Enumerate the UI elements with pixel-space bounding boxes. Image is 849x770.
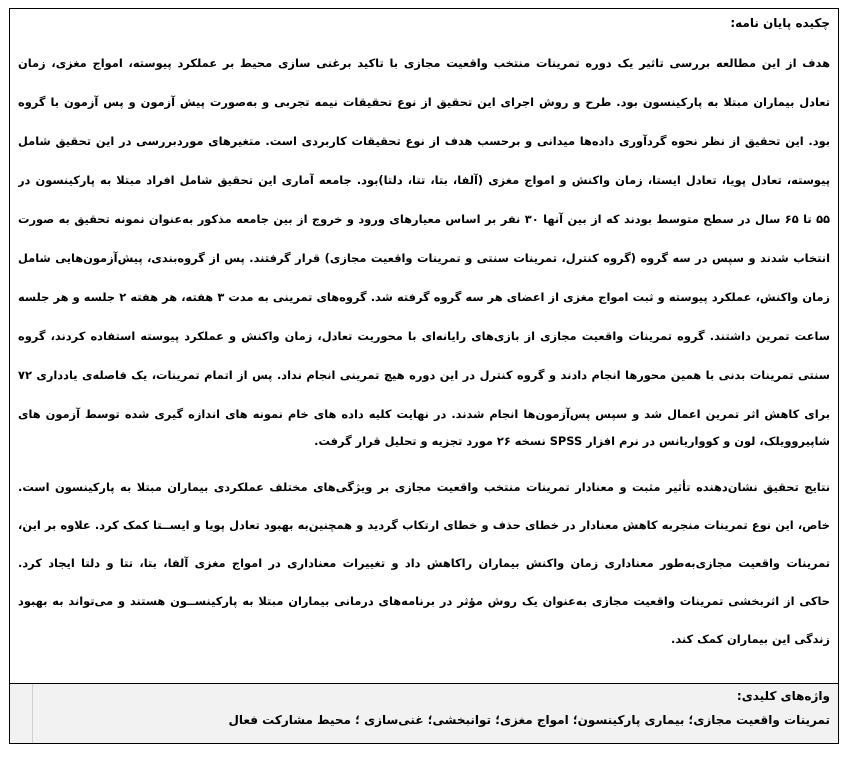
text-line: ساعت تمرین داشتند. گروه تمرینات واقعیت مجازی از بازی‌های رایانه‌ای با محوریت تعادل، زمان واکنش و عملکرد پیوسته استفاده کردند، گروه xyxy=(18,329,830,343)
abstract-paragraph-1 xyxy=(18,44,830,461)
text-line: نتایج تحقیق نشان‌دهنده تأثیر مثبت و معنادار تمرینات منتخب واقعیت مجازی بر ویژگی‌های مختلف عملکردی بیماران مبتلا به پارکینسون است. xyxy=(18,480,830,494)
text-line: انتخاب شدند و سپس در سه گروه (گروه کنترل، تمرینات سنتی و تمرینات واقعیت مجازی) قرار گرفتند. پس از گروه‌بندی، پیش‌آزمون‌هایی شامل xyxy=(18,251,830,265)
text-line: تعادل بیماران مبتلا به پارکینسون بود. طرح و روش اجرای این تحقیق از نوع تحقیقات نیمه تجربی و به‌صورت پیش آزمون و پس آزمون با گروه xyxy=(18,95,830,109)
abstract-box xyxy=(9,8,839,683)
text-line: برای کاهش اثر تمرین اعمال شد و سپس پس‌آزمون‌ها انجام شدند. در نهایت کلیه داده های خام نمونه های اندازه گیری شده توسط آزمون های xyxy=(18,407,830,421)
text-line: زمان واکنش، عملکرد پیوسته و ثبت امواج مغزی از اعضای هر سه گروه گرفته شد. گروه‌های تمرینی به مدت ۳ هفته، هر هفته ۲ جلسه و هر جلسه xyxy=(18,290,830,304)
text-line: پیوسته، تعادل پویا، تعادل ایستا، زمان واکنش و امواج مغزی (آلفا، بتا، تتا، دلتا)بود. جامعه آماری این تحقیق شامل افراد مبتلا به پارکینسون در xyxy=(18,173,830,187)
text-line: شاپیروویلک، لون و کوواریانس در نرم افزار SPSS نسخه ۲۶ مورد تجزیه و تحلیل قرار گرفت. xyxy=(314,434,830,448)
divider xyxy=(32,684,33,743)
text-line: هدف از این مطالعه بررسی تاثیر یک دوره تمرینات منتخب واقعیت مجازی با تاکید برغنی سازی محیط بر عملکرد پیوسته، امواج مغزی، زمان xyxy=(18,56,830,70)
text-line: زندگی این بیماران کمک کند. xyxy=(671,632,830,646)
text-line: ۵۵ تا ۶۵ سال در سطح متوسط بودند که از بین آنها ۳۰ نفر بر اساس معیارهای ورود و خروج از بین جامعه مذکور به‌عنوان نمونه تحقیق به صورت xyxy=(18,212,830,226)
text-line: بود. این تحقیق از نظر نحوه گردآوری داده‌ها میدانی و برحسب هدف از نوع تحقیقات کاربردی است. متغیرهای موردبررسی در این تحقیق شامل xyxy=(18,134,830,148)
text-line: خاص، این نوع تمرینات منجربه کاهش معنادار در خطای حذف و خطای ارتکاب گردید و همچنین‌به بهبود تعادل پویا و ایســتا کمک کرد. علاوه بر این، xyxy=(18,518,830,532)
abstract-title: چکیده پایان نامه: xyxy=(730,16,830,30)
keywords-title: واژه‌های کلیدی: xyxy=(736,689,830,703)
keywords-box xyxy=(9,683,839,744)
text-line: تمرینات واقعیت مجازی‌به‌طور معناداری زمان واکنش بیماران راکاهش داد و تغییرات معناداری در امواج مغزی آلفا، بتا، تتا و دلتا ایجاد کرد. xyxy=(18,556,830,570)
text-line: حاکی از اثربخشی تمرینات واقعیت مجازی به‌عنوان یک روش مؤثر در برنامه‌های درمانی بیماران مبتلا به پارکینســون هستند و می‌تواند به بهبود xyxy=(18,594,830,608)
text-line: سنتی تمرینات بدنی با همین محورها انجام دادند و گروه کنترل در این دوره هیچ تمرینی انجام نداد. پس از اتمام تمرینات، یک فاصله‌ی یادداری ۷۲ xyxy=(18,368,830,382)
keywords-list: تمرینات واقعیت مجازی؛ بیماری پارکینسون؛ امواج مغزی؛ توانبخشی؛ غنی‌سازی ؛ محیط مشارکت فعال xyxy=(228,713,830,727)
abstract-paragraph-2 xyxy=(18,468,830,658)
